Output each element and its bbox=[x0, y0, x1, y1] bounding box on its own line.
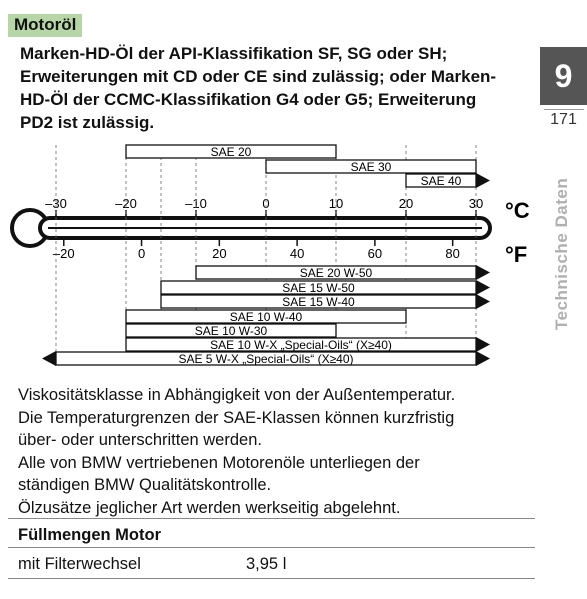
sae-band bbox=[126, 324, 336, 338]
fahrenheit-tick-label: 20 bbox=[212, 246, 227, 261]
band-label: SAE 20 W-50 bbox=[299, 266, 373, 280]
celsius-tick-label: –30 bbox=[45, 196, 67, 211]
description-line: Die Temperaturgrenzen der SAE-Klassen können kurzfristig bbox=[18, 408, 455, 427]
description-line: Viskositätsklasse in Abhängigkeit von der Außentemperatur. bbox=[18, 386, 456, 404]
spec-line: PD2 ist zulässig. bbox=[20, 113, 155, 132]
fahrenheit-tick-label: 60 bbox=[367, 246, 383, 261]
sae-band bbox=[126, 337, 490, 352]
celsius-tick-label: 30 bbox=[468, 196, 484, 211]
description bbox=[18, 384, 538, 519]
fahrenheit-tick-label: 80 bbox=[445, 246, 460, 261]
band-label: SAE 10 W-X „Special-Oils“ (X≥40) bbox=[210, 338, 392, 352]
sae-band bbox=[126, 145, 336, 159]
band-arrow-left bbox=[42, 351, 56, 366]
celsius-tick-label: 20 bbox=[398, 196, 414, 211]
fill-row-label: mit Filterwechsel bbox=[18, 555, 141, 573]
celsius-tick-label: –20 bbox=[115, 196, 137, 211]
sae-band bbox=[266, 160, 476, 174]
sae-band bbox=[161, 280, 490, 295]
sae-band bbox=[406, 173, 490, 188]
chapter-label: Technische Daten bbox=[552, 177, 571, 330]
sae-band bbox=[196, 265, 490, 280]
sae-band bbox=[161, 294, 490, 309]
description-line: ständigen BMW Qualitätskontrolle. bbox=[18, 476, 272, 494]
description-line: Ölzusätze jeglicher Art werden werkseitig abgelehnt. bbox=[18, 498, 401, 517]
chapter-number: 9 bbox=[540, 47, 587, 105]
celsius-tick-label: 10 bbox=[328, 196, 344, 211]
fahrenheit-tick-label: 0 bbox=[137, 246, 146, 261]
divider bbox=[8, 518, 535, 519]
description-line: Alle von BMW vertriebenen Motorenöle unterliegen der bbox=[18, 453, 420, 472]
band-label: SAE 10 W-30 bbox=[194, 324, 268, 338]
band-arrow-right bbox=[476, 294, 490, 309]
sae-band bbox=[126, 310, 406, 324]
spec-line: HD-Öl der CCMC-Klassifikation G4 oder G5; Erweiterung bbox=[20, 90, 477, 109]
celsius-unit: °C bbox=[505, 198, 530, 223]
band-label: SAE 15 W-50 bbox=[282, 281, 355, 295]
celsius-tick-label: –10 bbox=[185, 196, 207, 211]
fahrenheit-tick-label: 40 bbox=[289, 246, 305, 261]
band-label: SAE 40 bbox=[420, 174, 462, 188]
divider bbox=[8, 547, 535, 548]
band-arrow-right bbox=[476, 280, 490, 295]
celsius-tick-label: 0 bbox=[262, 196, 270, 211]
fill-title: Füllmengen Motor bbox=[18, 526, 161, 544]
band-arrow-right bbox=[476, 351, 490, 366]
spec-line: Marken-HD-Öl der API-Klassifikation SF, SG oder SH; bbox=[20, 44, 448, 63]
sae-band bbox=[42, 351, 490, 366]
band-arrow-right bbox=[476, 173, 490, 188]
spec-line: Erweiterungen mit CD oder CE sind zulässig; oder Marken- bbox=[20, 67, 497, 86]
band-arrow-right bbox=[476, 337, 490, 352]
description-line: über- oder unterschritten werden. bbox=[18, 431, 262, 449]
section-title: Motoröl bbox=[8, 14, 82, 37]
band-label: SAE 5 W-X „Special-Oils“ (X≥40) bbox=[178, 352, 354, 366]
band-arrow-right bbox=[476, 265, 490, 280]
band-label: SAE 15 W-40 bbox=[282, 295, 355, 309]
fahrenheit-tick-label: –20 bbox=[52, 246, 75, 261]
band-label: SAE 30 bbox=[350, 160, 392, 174]
page-number: 171 bbox=[550, 111, 577, 128]
divider bbox=[8, 578, 535, 579]
fill-row-value: 3,95 l bbox=[246, 555, 287, 573]
fahrenheit-unit: °F bbox=[505, 242, 528, 267]
band-label: SAE 10 W-40 bbox=[229, 310, 303, 324]
band-label: SAE 20 bbox=[210, 145, 252, 159]
